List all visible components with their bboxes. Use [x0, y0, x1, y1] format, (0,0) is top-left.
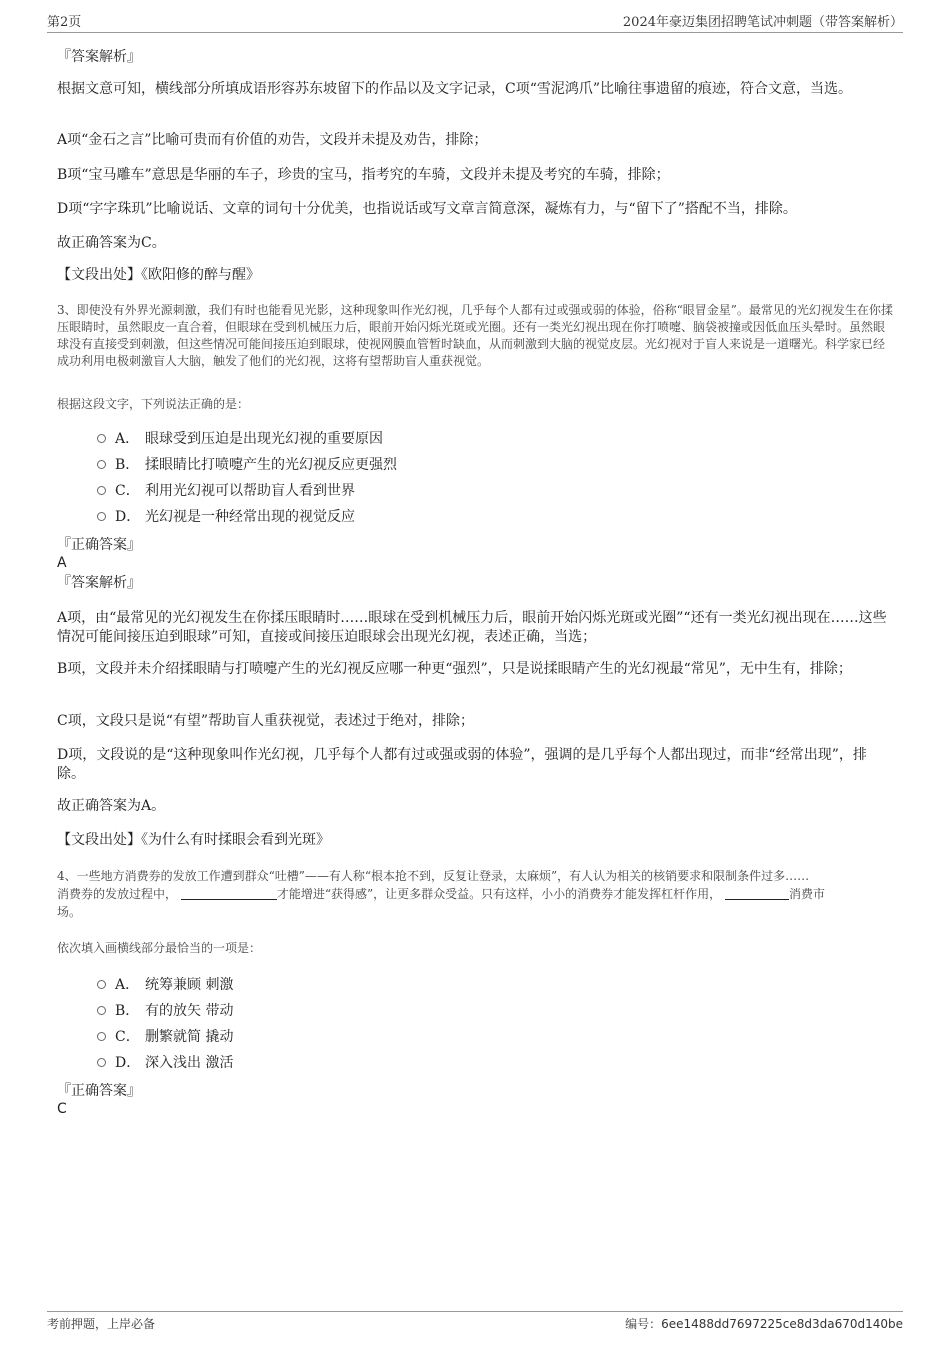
- fill-blank-2: [725, 887, 789, 900]
- fill-blank-1: [181, 887, 277, 900]
- q3-option-b[interactable]: B． 揉眼睛比打喷嚏产生的光幻视反应更强烈: [97, 456, 397, 475]
- q3-stem: 3、即使没有外界光源刺激，我们有时也能看见光影，这种现象叫作光幻视，几乎每个人都有过或强或弱的体验，俗称“眼冒金星”。最常见的光幻视发生在你揉压眼睛时，虽然眼皮一直合着，但眼球在受到机械压力后，眼前开始闪烁光斑或光圈。还有一类光幻视出现在你打喷嚏、脑袋被撞或因低血压头晕时。虽然眼球没有直接受到刺激，但这些情况可能间接压迫到眼球，使视网膜血管暂时缺血，从而刺激到大脑的视觉皮层。光幻视对于盲人来说是一道曙光。科学家已经成功利用电极刺激盲人大脑，触发了他们的光幻视，这将有望帮助盲人重获视觉。: [57, 303, 893, 368]
- q4-option-d[interactable]: D． 深入浅出 激活: [97, 1054, 233, 1073]
- q2-source: 【文段出处】《欧阳修的醉与醒》: [57, 267, 260, 283]
- q2-analysis-a: A项“金石之言”比喻可贵而有价值的劝告，文段并未提及劝告，排除；: [57, 132, 488, 148]
- page-header: [47, 14, 903, 33]
- q3-option-c[interactable]: C． 利用光幻视可以帮助盲人看到世界: [97, 482, 355, 501]
- q4-option-b[interactable]: B． 有的放矢 带动: [97, 1002, 233, 1021]
- radio-icon[interactable]: [97, 980, 106, 989]
- radio-icon[interactable]: [97, 512, 106, 521]
- q2-conclusion: 故正确答案为C。: [57, 235, 166, 251]
- radio-icon[interactable]: [97, 1032, 106, 1041]
- radio-icon[interactable]: [97, 434, 106, 443]
- radio-icon[interactable]: [97, 460, 106, 469]
- q4-prompt: 依次填入画横线部分最恰当的一项是：: [57, 941, 262, 955]
- q4-stem-line2: 消费券的发放过程中， 才能增进“获得感”，让更多群众受益。只有这样，小小的消费券才能发挥杠杆作用， 消费市: [57, 887, 825, 901]
- footer-slogan: 考前押题，上岸必备: [47, 1317, 156, 1331]
- q3-prompt: 根据这段文字，下列说法正确的是：: [57, 397, 250, 411]
- footer-code: 编号：6ee1488dd7697225ce8d3da670d140be: [625, 1317, 903, 1331]
- q3-analysis-b: B项，文段并未介绍揉眼睛与打喷嚏产生的光幻视反应哪一种更“强烈”，只是说揉眼睛产生的光幻视最“常见”，无中生有，排除；: [57, 661, 852, 677]
- document-title: 2024年豪迈集团招聘笔试冲刺题（带答案解析）: [622, 15, 903, 30]
- q3-source: 【文段出处】《为什么有时揉眼会看到光斑》: [57, 832, 330, 848]
- page-number: 第2页: [47, 15, 82, 30]
- q3-option-d[interactable]: D． 光幻视是一种经常出现的视觉反应: [97, 508, 355, 527]
- q3-correct-value: A: [57, 555, 67, 571]
- radio-icon[interactable]: [97, 1058, 106, 1067]
- q2-analysis-b: B项“宝马雕车”意思是华丽的车子，珍贵的宝马，指考究的车骑，文段并未提及考究的车骑，排除；: [57, 167, 670, 183]
- q2-analysis-d: D项“字字珠玑”比喻说话、文章的词句十分优美，也指说话或写文章言简意深，凝炼有力，与“留下了”搭配不当，排除。: [57, 201, 797, 217]
- q4-stem-line1: 4、一些地方消费券的发放工作遭到群众“吐槽”——有人称“根本抢不到，反复让登录，太麻烦”，有人认为相关的核销要求和限制条件过多……: [57, 869, 810, 883]
- q2-analysis-main: 根据文意可知，横线部分所填成语形容苏东坡留下的作品以及文字记录，C项“雪泥鸿爪”比喻往事遗留的痕迹，符合文意，当选。: [57, 81, 853, 97]
- q3-analysis-c: C项，文段只是说“有望”帮助盲人重获视觉，表述过于绝对，排除；: [57, 713, 475, 729]
- q3-analysis-d: D项，文段说的是“这种现象叫作光幻视，几乎每个人都有过或强或弱的体验”，强调的是几乎每个人都出现过，而非“经常出现”，排除。: [57, 747, 867, 782]
- q4-correct-value: C: [57, 1101, 67, 1117]
- q4-correct-label: 『正确答案』: [57, 1083, 141, 1099]
- q3-correct-label: 『正确答案』: [57, 537, 141, 553]
- q2-analysis-label: 『答案解析』: [57, 49, 141, 65]
- radio-icon[interactable]: [97, 486, 106, 495]
- q4-option-a[interactable]: A． 统筹兼顾 刺激: [97, 976, 233, 995]
- q4-option-c[interactable]: C． 删繁就简 撬动: [97, 1028, 233, 1047]
- page-footer: [47, 1311, 903, 1332]
- q4-stem-line3: 场。: [57, 905, 82, 919]
- q3-analysis-a: A项，由“最常见的光幻视发生在你揉压眼睛时……眼球在受到机械压力后，眼前开始闪烁光斑或光圈”“还有一类光幻视出现在……这些情况可能间接压迫到眼球”可知，直接或间接压迫眼球会出现光幻视，表述正确，当选；: [57, 610, 887, 645]
- radio-icon[interactable]: [97, 1006, 106, 1015]
- q3-conclusion: 故正确答案为A。: [57, 798, 166, 814]
- q3-analysis-label: 『答案解析』: [57, 575, 141, 591]
- q3-option-a[interactable]: A． 眼球受到压迫是出现光幻视的重要原因: [97, 430, 383, 449]
